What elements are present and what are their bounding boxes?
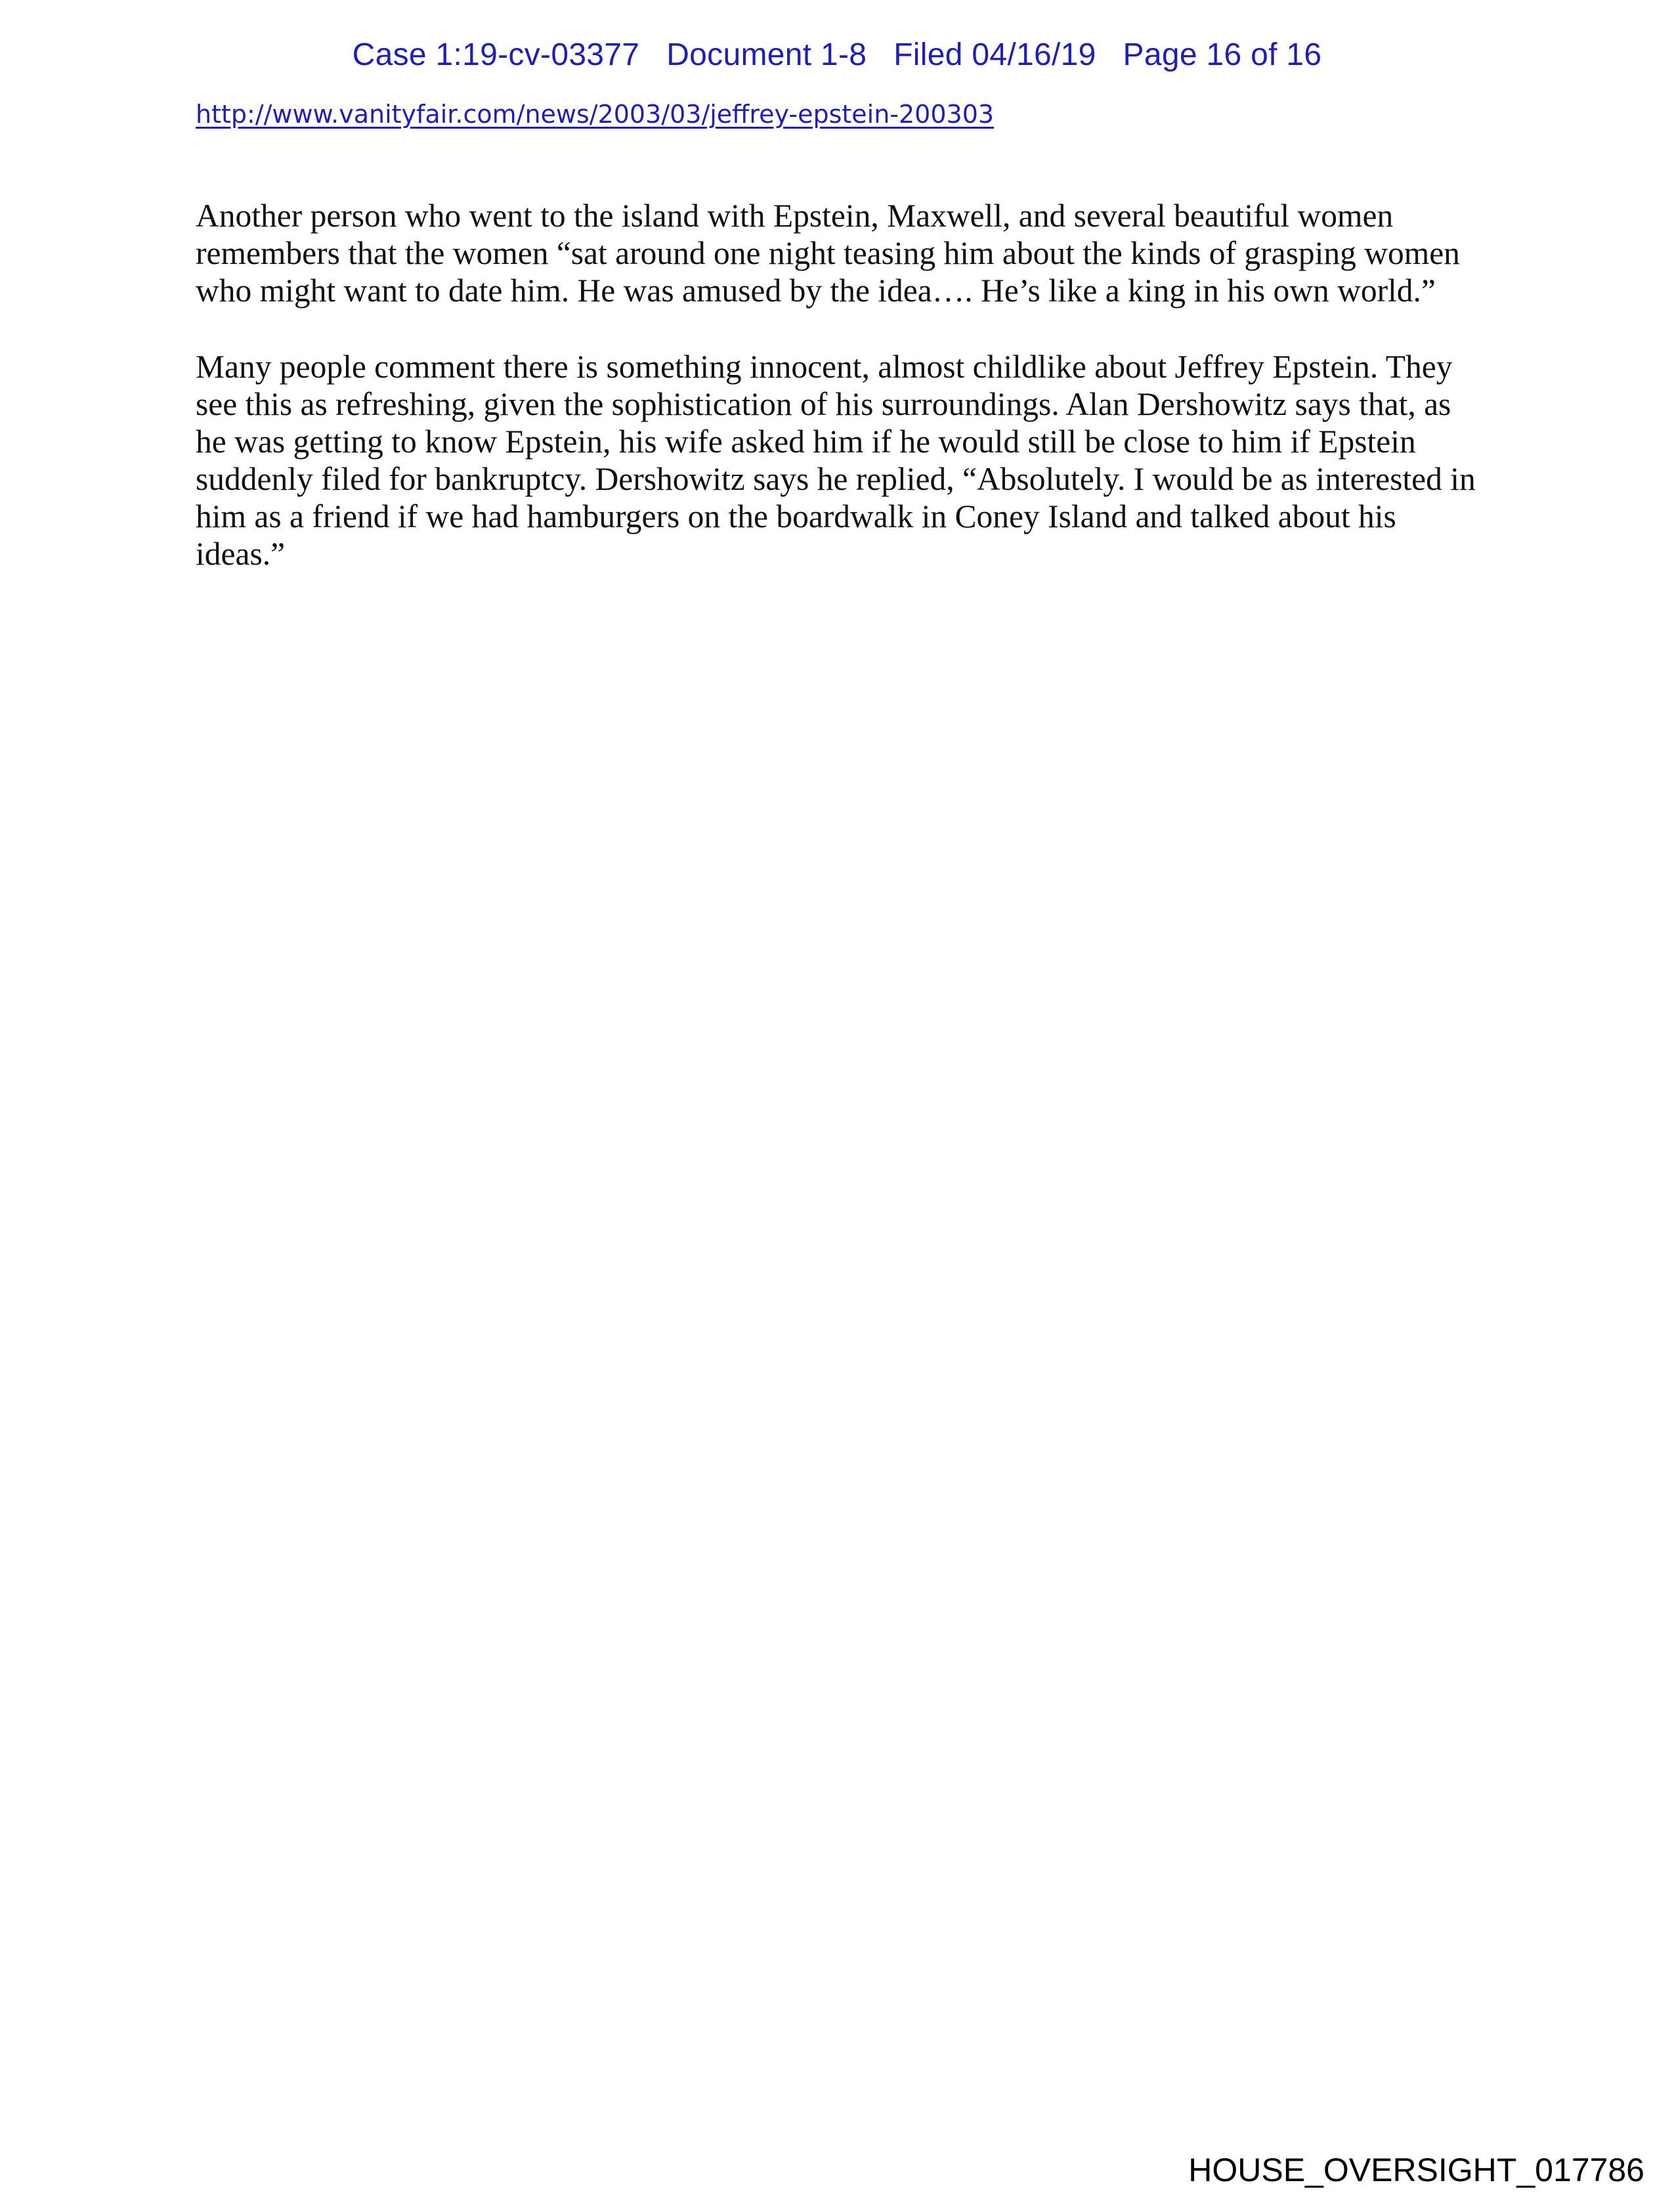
case-header-stamp: Case 1:19-cv-03377 Document 1-8 Filed 04/16/19 Page 16 of 16 <box>352 37 1322 72</box>
source-url-link[interactable]: http://www.vanityfair.com/news/2003/03/jeffrey-epstein-200303 <box>196 100 995 129</box>
paragraph-island-visit: Another person who went to the island with Epstein, Maxwell, and several beautiful women remembers that the women “sat around one night teasing him about the kinds of grasping women who might want to date him. He was amused by the idea…. He’s like a king in his own world.” <box>196 198 1460 309</box>
paragraph-dershowitz-quote: Many people comment there is something innocent, almost childlike about Jeffrey Epstein. They see this as refreshing, given the sophistication of his surroundings. Alan Dershowitz says that, as he was getting to know Epstein, his wife asked him if he would still be close to him if Epstein suddenly filed for bankruptcy. Dershowitz says he replied, “Absolutely. I would be as interested in him as a friend if we had hamburgers on the boardwalk in Coney Island and talked about his ideas.” <box>196 349 1476 572</box>
bates-number: HOUSE_OVERSIGHT_017786 <box>1188 2152 1644 2188</box>
